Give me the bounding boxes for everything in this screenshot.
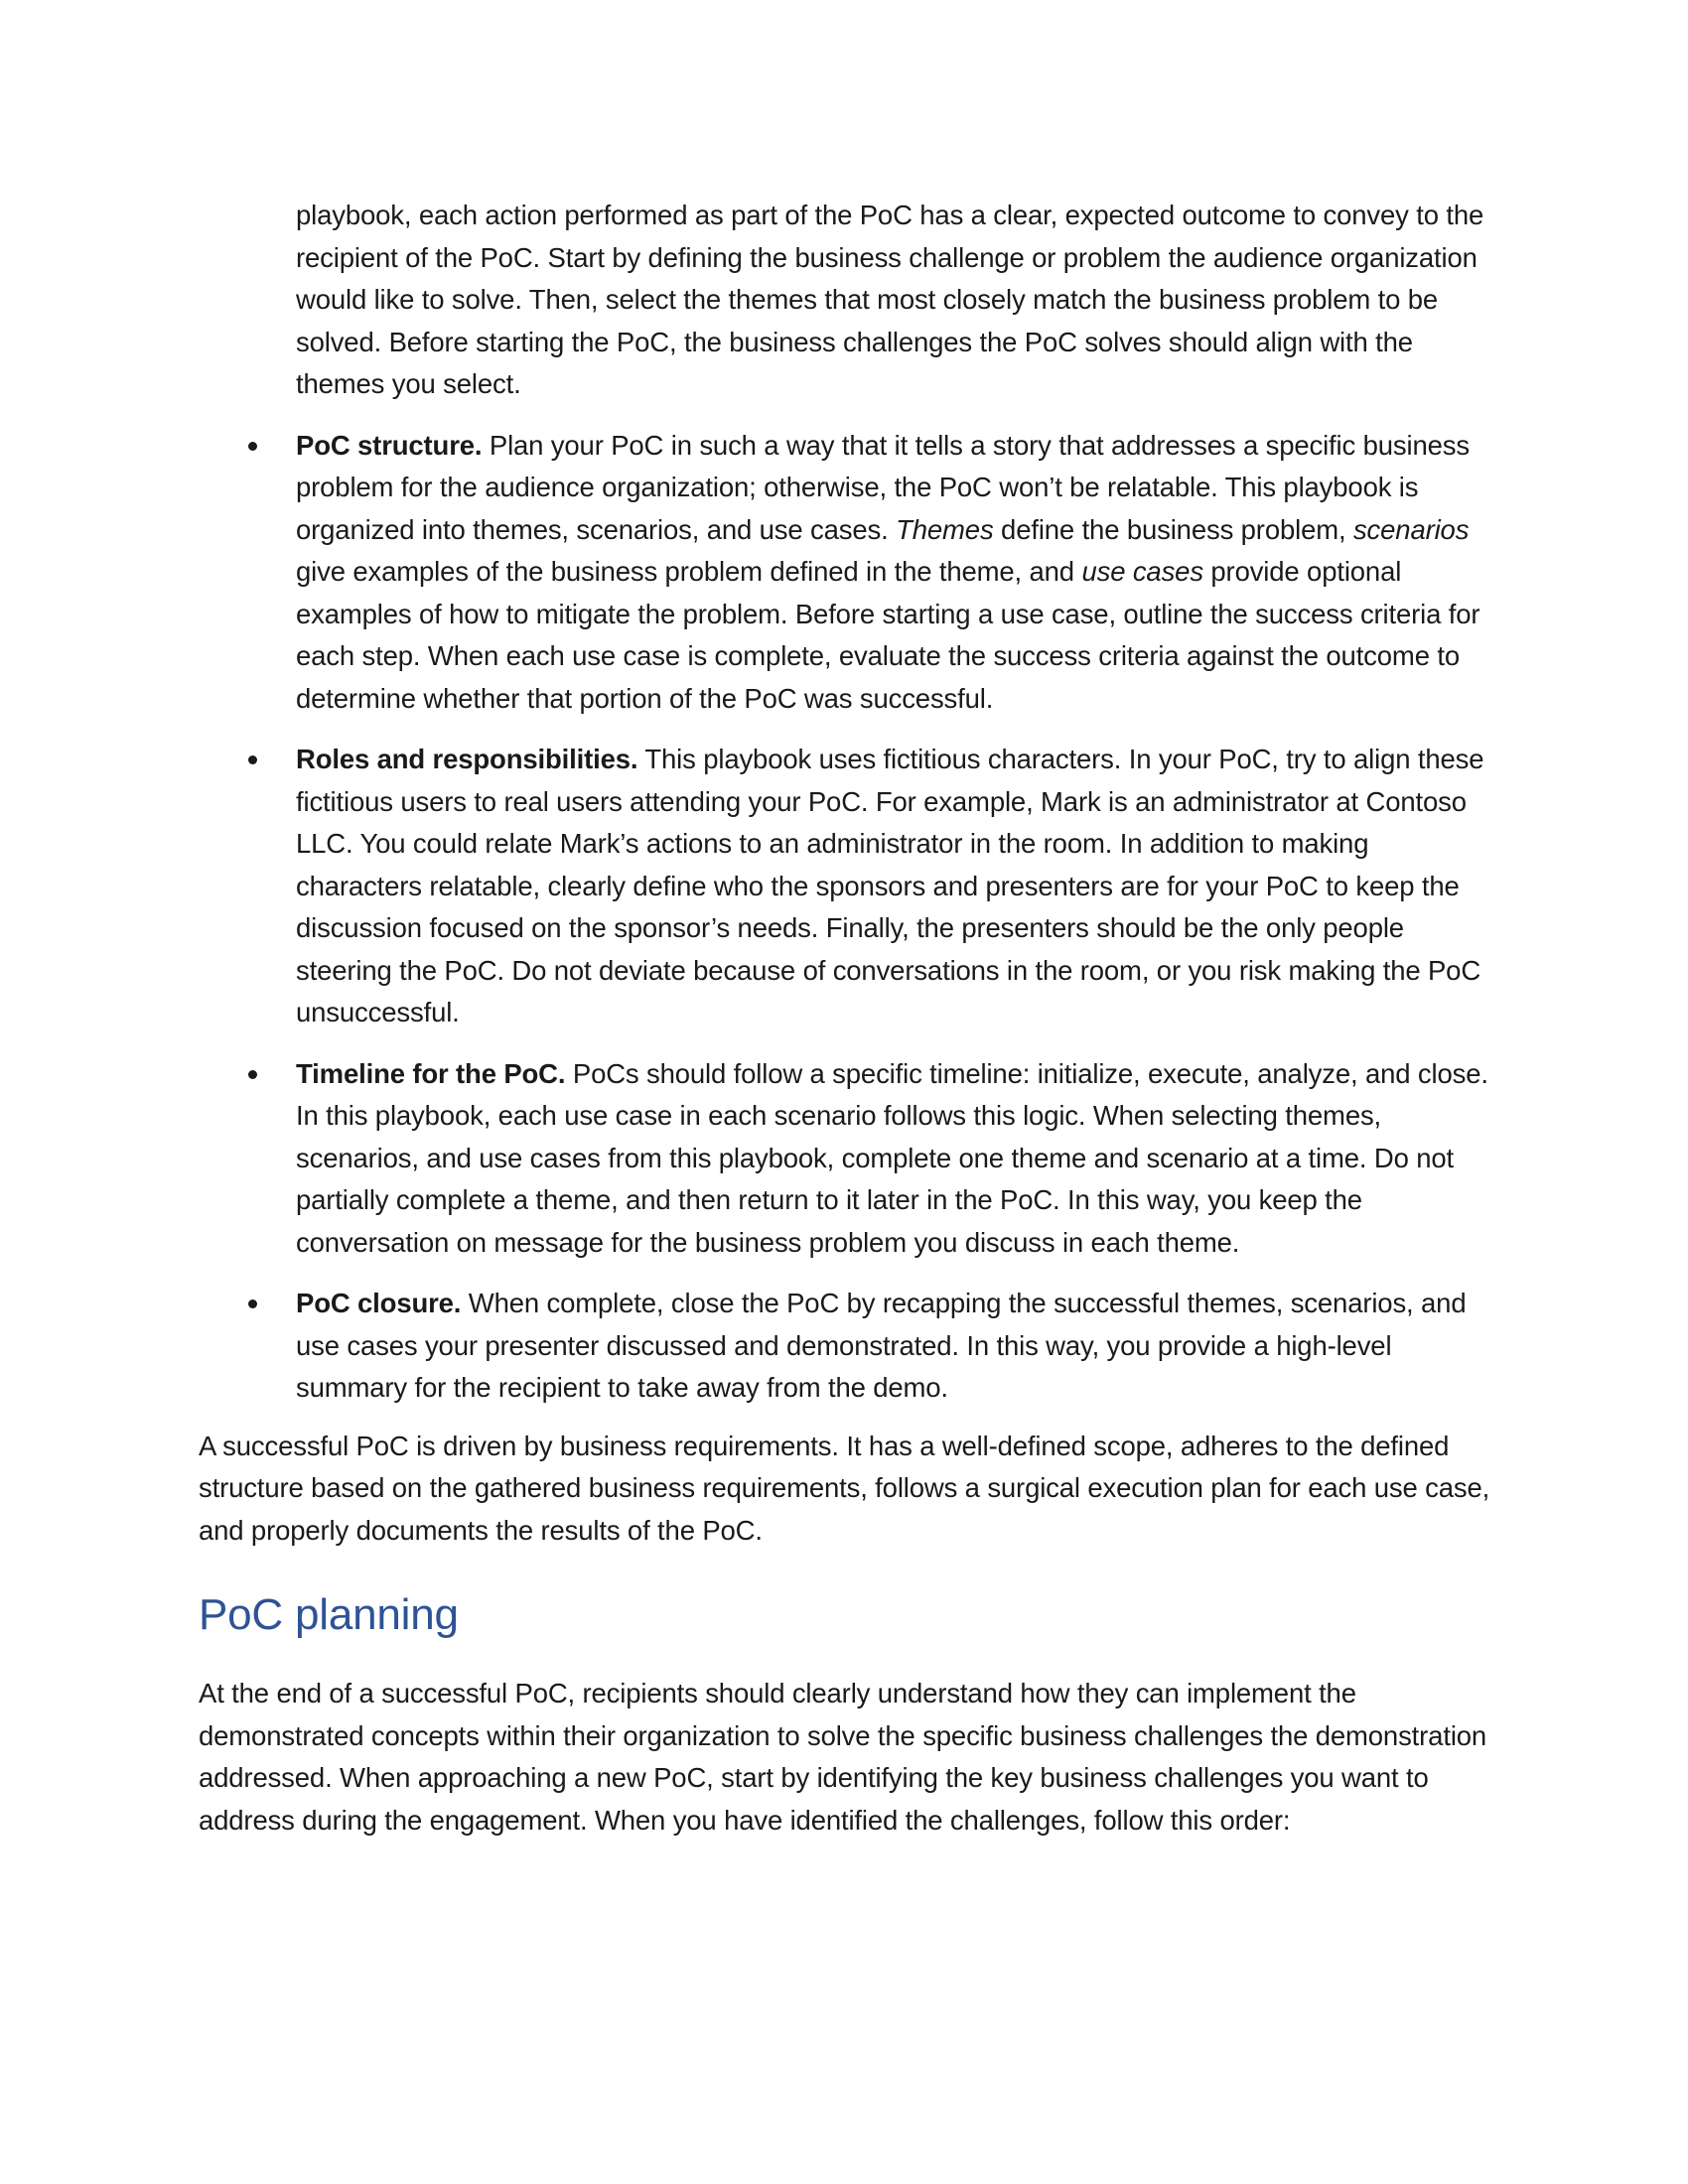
bullet-body: define the business problem, xyxy=(993,513,1353,545)
emphasis-term: use cases xyxy=(1081,556,1203,587)
bullet-text xyxy=(296,1283,1499,1410)
continued-paragraph: playbook, each action performed as part of the PoC has a clear, expected outcome to convey to the recipient of the PoC. Start by defining the business challenge or problem the audience organization would like to solve. Then, select the themes that most closely match the business problem to be solved. Before starting the PoC, the business challenges the PoC solves should align with the themes you select. xyxy=(296,200,1484,399)
bullet-text xyxy=(296,425,1499,721)
bullet-dot-icon xyxy=(248,1299,257,1308)
bullet-body: This playbook uses fictitious characters. In your PoC, try to align these fictitious users to real users attending your PoC. For example, Mark is an administrator at Contoso LLC. You could relate Mark’s actions to an administrator in the room. In addition to making characters relatable, clearly define who the sponsors and presenters are for your PoC to keep the discussion focused on the sponsor’s needs. Finally, the presenters should be the only people steering the PoC. Do not deviate because of conversations in the room, or you risk making the PoC unsuccessful. xyxy=(296,744,1484,1027)
bullet-item-closure xyxy=(296,1283,1499,1410)
summary-paragraph: A successful PoC is driven by business requirements. It has a well-defined scope, adheres to the defined structure based on the gathered business requirements, follows a surgical execution plan for each use case, and properly documents the results of the PoC. xyxy=(199,1430,1490,1546)
bullet-text xyxy=(296,1053,1499,1265)
bullet-dot-icon xyxy=(248,1070,257,1079)
bullet-term: PoC closure. xyxy=(296,1288,462,1318)
bullet-term: Timeline for the PoC. xyxy=(296,1057,566,1089)
bullet-body: Plan your PoC in such a way that it tells a story that addresses a specific business problem for the audience organization; otherwise, the PoC won’t be relatable. This playbook is organized into themes, scenarios, and use cases. xyxy=(296,429,1470,545)
bullet-dot-icon xyxy=(248,442,257,451)
bullet-body: PoCs should follow a specific timeline: initialize, execute, analyze, and close. In this playbook, each use case in each scenario follows this logic. When selecting themes, scenarios, and use cases from this playbook, complete one theme and scenario at a time. Do not partially complete a theme, and then return to it later in the PoC. In this way, you keep the conversation on message for the business problem you discuss in each theme. xyxy=(296,1057,1488,1258)
bullet-text xyxy=(296,739,1499,1034)
bullet-item-roles xyxy=(296,739,1499,1034)
section-heading: PoC planning xyxy=(199,1590,459,1639)
emphasis-term: Themes xyxy=(896,513,994,545)
bullet-body: give examples of the business problem defined in the theme, and xyxy=(296,556,1082,587)
bullet-body: provide optional examples of how to mitigate the problem. Before starting a use case, outline the success criteria for each step. When each use case is complete, evaluate the success criteria against the outcome to determine whether that portion of the PoC was successful. xyxy=(296,556,1480,714)
planning-paragraph: At the end of a successful PoC, recipients should clearly understand how they can implement the demonstrated concepts within their organization to solve the specific business challenges the demonstration addressed. When approaching a new PoC, start by identifying the key business challenges you want to address during the engagement. When you have identified the challenges, follow this order: xyxy=(199,1678,1487,1836)
bullet-item-poc-structure xyxy=(296,425,1499,721)
bullet-dot-icon xyxy=(248,755,257,764)
bullet-body: When complete, close the PoC by recapping the successful themes, scenarios, and use cases your presenter discussed and demonstrated. In this way, you provide a high-level summary for the recipient to take away from the demo. xyxy=(296,1288,1467,1403)
bullet-term: Roles and responsibilities. xyxy=(296,744,638,774)
bullet-item-timeline xyxy=(296,1053,1499,1265)
emphasis-term: scenarios xyxy=(1352,513,1470,545)
bullet-term: PoC structure. xyxy=(296,429,483,461)
page-body xyxy=(199,195,1499,1842)
